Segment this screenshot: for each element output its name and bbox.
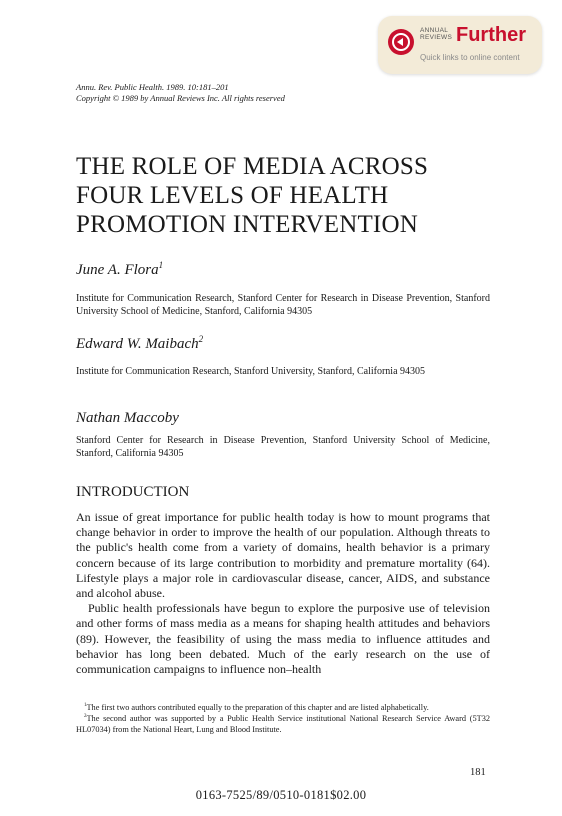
author-name-text: June A. Flora xyxy=(76,262,159,278)
annual-reviews-further-badge[interactable] xyxy=(378,16,542,74)
author-name-text: Nathan Maccoby xyxy=(76,410,179,426)
paragraph: An issue of great importance for public health today is how to mount programs that change behavior in order to improve the health of our population. Although threats to the public's health come from a variety of domains, health behavior is a primary concern because of its large contribution to morbidity and premature mortality (64). Lifestyle plays a major role in cardiovascular disease, cancer, AIDS, and substance and alcohol abuse. xyxy=(76,510,490,601)
author-footnote-mark: 1 xyxy=(158,260,164,270)
author-affiliation: Institute for Communication Research, Stanford Center for Research in Disease Prevention, Stanford University School of Medicine, Stanford, California 94305 xyxy=(76,293,490,317)
page-number: 181 xyxy=(470,767,486,778)
title-line-3: PROMOTION INTERVENTION xyxy=(76,211,418,238)
price-code: 0163-7525/89/0510-0181$02.00 xyxy=(195,788,367,802)
author-affiliation: Stanford Center for Research in Disease Prevention, Stanford University School of Medicine, Stanford, California 94305 xyxy=(76,435,490,459)
footnotes xyxy=(76,702,490,735)
author-name-text: Edward W. Maibach xyxy=(76,336,199,352)
footnote-text: The first two authors contributed equally to the preparation of this chapter and are listed alphabetically. xyxy=(86,703,429,712)
citation-line-1: Annu. Rev. Public Health. 1989. 10:181–201 xyxy=(76,82,229,92)
author-name xyxy=(76,336,203,353)
footnote xyxy=(76,702,490,713)
author-name xyxy=(76,262,163,279)
title-line-2: FOUR LEVELS OF HEALTH xyxy=(76,182,389,209)
paragraph: Public health professionals have begun to explore the purposive use of television and other forms of mass media as a means for shaping health attitudes and behaviors (89). However, the feasibility of using the mass media to influence attitudes and behavior has long been debated. Much of the early research on the use of communication campaigns to influence non–health xyxy=(76,601,490,677)
badge-further-label: Further xyxy=(456,24,526,46)
badge-brand-small xyxy=(420,27,452,41)
article-title xyxy=(76,152,496,239)
badge-brand-line2: REVIEWS xyxy=(420,34,453,41)
footnote-mark: 1 xyxy=(84,703,87,709)
section-heading: INTRODUCTION xyxy=(76,484,190,500)
body-text xyxy=(76,510,490,677)
badge-subtitle: Quick links to online content xyxy=(420,53,520,62)
title-line-1: THE ROLE OF MEDIA ACROSS xyxy=(76,153,429,180)
play-back-icon xyxy=(388,29,414,55)
footnote-mark: 2 xyxy=(84,714,87,720)
author-name xyxy=(76,410,179,427)
journal-citation xyxy=(76,82,285,104)
citation-line-2: Copyright © 1989 by Annual Reviews Inc. All rights reserved xyxy=(76,93,285,103)
badge-brand-line1: ANNUAL xyxy=(420,27,449,34)
footnote-text: The second author was supported by a Public Health Service institutional National Research Service Award (5T32 HL07034) from the National Heart, Lung and Blood Institute. xyxy=(76,714,490,734)
author-affiliation: Institute for Communication Research, Stanford University, Stanford, California 94305 xyxy=(76,366,426,377)
author-footnote-mark: 2 xyxy=(198,334,204,344)
footnote xyxy=(76,713,490,735)
